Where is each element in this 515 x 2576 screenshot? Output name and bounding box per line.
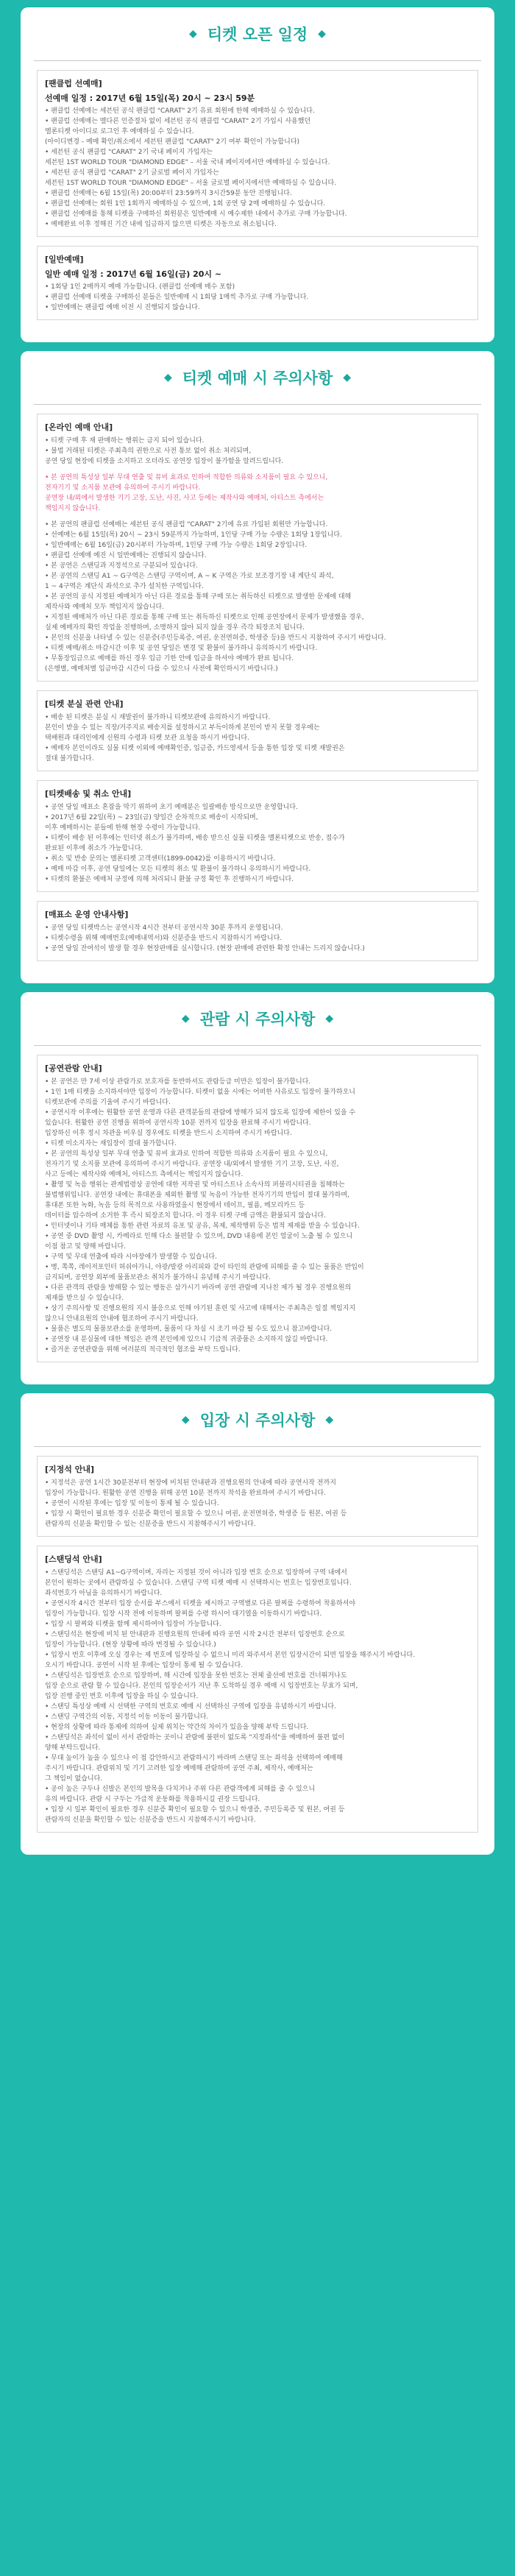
notice-line: • 병, 쪽쪽, 레이저포인터 허쉬아가니, 야광/발광 아리피와 같이 타인의 관람에 피해를 줄 수 있는 물품은 반입이 bbox=[45, 1264, 364, 1271]
notice-line: 금지되며, 공연장 외부에 물품보관소 취치가 불가하니 유념해 주시기 바랍니다. bbox=[45, 1274, 271, 1281]
notice-line: 세븐틴 1ST WORLD TOUR "DIAMOND EDGE" – 서울 국내 페이지에서만 예매하실 수 있습니다. bbox=[45, 159, 330, 166]
notice-box bbox=[37, 414, 478, 682]
section-title bbox=[37, 1393, 478, 1446]
notice-line: 1 ~ 4구역은 계단식 좌석으로 추가 설치한 구역입니다. bbox=[45, 583, 204, 590]
notice-line: 티켓보관에 주의를 기울여 주시기 바랍니다. bbox=[45, 1099, 171, 1106]
notice-line: 입장 순으로 관람 할 수 있습니다. 본인의 입장순서가 지난 후 도착하실 경우 예매 시 입장번호는 무효가 되며, bbox=[45, 1682, 358, 1690]
notice-line: • 팬클럽 선예매 티켓을 구매하신 분들은 일반예매 시 1회당 1매씩 추가로 구매 가능합니다. bbox=[45, 294, 309, 301]
notice-line: 절대 불가합니다. bbox=[45, 755, 94, 762]
notice-line: 완료된 이후에 취소가 가능합니다. bbox=[45, 845, 143, 852]
section-title bbox=[37, 351, 478, 404]
notice-line: • 예매 마감 이후, 공연 당일에는 모든 티켓의 취소 및 환불이 불가하니 유의하시기 바랍니다. bbox=[45, 866, 311, 873]
notice-line: 택배원과 대리인에게 신원의 수령과 티켓 보관 요청을 하시기 바랍니다. bbox=[45, 735, 249, 742]
section-title-text: 관람 시 주의사항 bbox=[199, 1011, 316, 1028]
section-title-text: 입장 시 주의사항 bbox=[199, 1412, 316, 1429]
notice-line: • 팬클럽 선예매는 멜다른 인증절차 없이 세븐틴 공식 팬클럽 "CARAT" 2기 가입시 사용했던 bbox=[45, 118, 311, 125]
notice-line: 본인이 원하는 곳에서 관람하실 수 있습니다. 스탠딩 구역 티켓 예매 시 선택하시는 번호는 입장번호입니다. bbox=[45, 1579, 352, 1587]
diamond-icon: ◆ bbox=[181, 1013, 190, 1025]
notice-line: • 티켓 예매/취소 마감시간 이후 및 공연 당일은 변경 및 환불이 불가하니 유의하시기 바랍니다. bbox=[45, 645, 318, 652]
notice-line: • 팬클럽 선예매 예진 시 일반예매는 진행되지 않습니다. bbox=[45, 552, 207, 559]
notice-line: • 입장시 번호 이후에 오실 경우는 제 번호에 입장하실 수 없으니 미리 와주셔서 본인 입장시간이 되면 입장을 해주시기 바랍니다. bbox=[45, 1652, 416, 1659]
notice-line: 공연 당일 현장에 티켓을 소지하고 오더라도 공연장 입장이 불가함을 알려드립니다. bbox=[45, 458, 284, 465]
notice-line: • 구역 및 무대 연출에 따라 시야장애가 발생할 수 있습니다. bbox=[45, 1253, 217, 1261]
notice-line: 관람자의 신분을 확인할 수 있는 신분증을 반드시 지참해주시기 바랍니다. bbox=[45, 1816, 256, 1824]
notice-line: (은행별, 예매처별 입금마감 시간이 다를 수 있으니 사전에 확인하시기 바랍니다.) bbox=[45, 665, 278, 673]
notice-line: • 1회당 1인 2매까지 예매 가능합니다. (팬클럽 선예매 매수 포함) bbox=[45, 283, 235, 291]
notice-line: • 촬영 및 녹음 행위는 관계법령상 공연에 대한 저작권 및 아티스트나 소속사의 퍼블리시티권을 침해하는 bbox=[45, 1181, 345, 1189]
notice-line: • 스탠딩 특성상 예매 시 선택한 구역의 번호로 예매 시 선택하신 구역에 입장을 유념하시기 바랍니다. bbox=[45, 1703, 336, 1710]
diamond-icon: ◆ bbox=[325, 1013, 334, 1025]
notice-line: • 본인의 신분을 나타낼 수 있는 신분증(주민등록증, 여권, 운전면허증, 학생증 등)을 반드시 지참하여 주시기 바랍니다. bbox=[45, 634, 386, 642]
notice-section bbox=[21, 992, 494, 1384]
notice-line: 이후 예매하시는 분들에 한해 현장 수령이 가능합니다. bbox=[45, 824, 201, 832]
notice-line: • 1인 1매 티켓을 소지하셔야만 입장이 가능합니다. 티켓이 없을 시에는 어떠한 사유로도 입장이 불가하오니 bbox=[45, 1089, 355, 1096]
notice-line: 전자기기 및 소지품 보관에 유의하여 주시기 바랍니다. 공연장 내/외에서 발생한 기기 고장, 도난, 사진, bbox=[45, 1161, 339, 1168]
box-title: [지정석 안내] bbox=[45, 1465, 95, 1474]
notice-line: 데이터를 압수하여 소거한 후 즉시 퇴장조치 합니다. 이 경우 티켓 구매 금액은 환불되지 않습니다. bbox=[45, 1212, 326, 1220]
notice-line: • 팬클럽 선예매를 통해 티켓을 구매하신 회원분은 일반예매 시 예수제한 내에서 추가로 구매 가능합니다. bbox=[45, 210, 347, 218]
notice-line: • 공연시작 4시간 전부터 입장 순서를 부스에서 티켓을 제시하고 구역별로 다른 팔찌를 수령하여 착용하셔야 bbox=[45, 1600, 356, 1607]
notice-line: 그 책임이 없습니다. bbox=[45, 1775, 103, 1783]
box-title: [팬클럽 선예매] bbox=[45, 79, 102, 88]
diamond-icon: ◆ bbox=[343, 372, 352, 383]
divider bbox=[34, 404, 481, 405]
section-title bbox=[37, 992, 478, 1045]
highlighted-notice-line: 전자기기 및 소지품 보관에 유의하여 주시기 바랍니다. bbox=[45, 484, 201, 492]
notice-line: 실제 예매자의 확인 작업을 진행하며, 소명하지 않아 되지 않을 경우 즉각 퇴장조치 됩니다. bbox=[45, 624, 305, 631]
notice-line: 오시기 바랍니다. 공연이 시작 된 후에는 입장이 통제 될 수 있습니다. bbox=[45, 1662, 244, 1669]
notice-line: • 공이 높은 구두나 신발은 본인의 발목을 다치거나 주위 다른 관람객에게 피해를 줄 수 있으니 bbox=[45, 1786, 316, 1793]
notice-line: 이점 참고 및 양해 바랍니다. bbox=[45, 1243, 126, 1250]
notice-line: • 본 공연의 공식 지정된 예매처가 아닌 다른 경로를 통해 구매 또는 취득하신 티켓으로 발생한 문제에 대해 bbox=[45, 593, 352, 601]
notice-line: 있습니다. 원활한 공연 진행을 위하여 공연시작 10분 전까지 입장을 완료해 주시기 바랍니다. bbox=[45, 1119, 311, 1127]
notice-line: • 본 공연의 특성상 일부 무대 연출 및 뮤비 효과로 인하여 적합한 의류와 소지품이 필요 수 있으니, bbox=[45, 1150, 328, 1158]
notice-line: • 취소 및 반송 문의는 멜론티켓 고객센터(1899-0042)를 이용하시기 바랍니다. bbox=[45, 855, 276, 863]
notice-line: 좌석번호가 아님을 유의하시기 바랍니다. bbox=[45, 1590, 163, 1597]
notice-box bbox=[37, 70, 478, 237]
notice-box bbox=[37, 1456, 478, 1537]
diamond-icon: ◆ bbox=[318, 28, 326, 40]
notice-line: • 세븐틴 공식 팬클럽 "CARAT" 2기 국내 페이지 가입자는 bbox=[45, 149, 213, 156]
notice-line: • 다른 관객의 관람을 방해할 수 있는 행동은 삼가시기 바라며 공연 관람에 지나친 제가 될 경우 진행요원의 bbox=[45, 1284, 352, 1292]
notice-box bbox=[37, 246, 478, 320]
notice-line: 제작사와 예매처 모두 책임지지 않습니다. bbox=[45, 604, 165, 611]
notice-line: • 무통장입금으로 예매를 하신 경우 입금 기한 안에 입금을 하셔야 예매가 완료 됩니다. bbox=[45, 655, 294, 662]
section-title bbox=[37, 7, 478, 60]
schedule-heading: 일반 예매 일정 : 2017년 6월 16일(금) 20시 ~ bbox=[45, 269, 222, 279]
diamond-icon: ◆ bbox=[189, 28, 197, 40]
notice-line: 본인이 받을 수 있는 직장/거주지로 배송지를 설정하시고 부득이하게 본인이 받지 못할 경우에는 bbox=[45, 724, 320, 732]
notice-line: • 스탠딩 구역간의 이동, 지정석 이동 이동이 불가합니다. bbox=[45, 1713, 209, 1721]
notice-line: • 공연 당일 잔여석이 발생 할 경우 현장판매를 실시합니다. (현장 판매에 관련한 확정 안내는 드리지 않습니다.) bbox=[45, 945, 365, 952]
notice-line: • 공연시작 이후에는 원활한 공연 운영과 다른 관객분들의 관람에 방해가 되지 않도록 입장에 제한이 있을 수 bbox=[45, 1109, 356, 1117]
notice-line: • 본 공연의 스탠딩 A1 ~ G구역은 스탠딩 구역이며, A ~ K 구역은 가로 보조경기장 내 계단식 좌석, bbox=[45, 573, 334, 580]
notice-line: • 즐거운 공연관람을 위해 여러분의 적극적인 협조를 부탁 드립니다. bbox=[45, 1346, 241, 1354]
box-title: [티켓 분실 관련 안내] bbox=[45, 699, 124, 709]
notice-line: 입장이 가능합니다. (현장 상황에 따라 변경될 수 있습니다.) bbox=[45, 1641, 216, 1649]
notice-line: • 스탠딩석은 좌석이 없이 서서 관람하는 곳이니 관람에 불편이 없도록 "지정좌석"을 예매하여 불편 없이 bbox=[45, 1734, 345, 1741]
notice-line: • 스탠딩석은 입장번호 순으로 입장하며, 해 시간에 입장을 못한 번호는 전체 줄선에 번호를 건너뛰거나도 bbox=[45, 1672, 347, 1680]
notice-line: • 입장 시 확인이 필요한 경우 신분증 확인이 필요할 수 있으니 여권, 운전면허증, 학생증 등 원본, 여권 등 bbox=[45, 1510, 347, 1518]
notice-line: • 불법 거래된 티켓은 주최측의 권한으로 사전 통보 없이 취소 처리되며, bbox=[45, 447, 252, 455]
divider bbox=[34, 60, 481, 61]
notice-line: • 일반예매는 6월 16일(금) 20시부터 가능하며, 1인당 구매 가능 수량은 1회당 2장입니다. bbox=[45, 542, 308, 549]
box-title: [티켓배송 및 취소 안내] bbox=[45, 789, 132, 799]
notice-line: • 팬클럽 선예매는 6월 15일(목) 20:00부터 23:59까지 3시간59분 동안 진행됩니다. bbox=[45, 190, 292, 197]
notice-line: 휴대폰 또한 녹화, 녹음 등의 목적으로 사용하였을시 현장에서 테이프, 필름, 메모리카드 등 bbox=[45, 1202, 305, 1209]
notice-line: • 티켓수령을 위해 예매번호(예매내역서)와 신분증을 반드시 지참하시기 바랍니다. bbox=[45, 935, 283, 942]
notice-line: • 일반예매는 팬클럽 예매 이전 시 진행되지 않습니다. bbox=[45, 304, 200, 311]
notice-line: 관람자의 신분을 확인할 수 있는 신분증을 반드시 지참해주시기 바랍니다. bbox=[45, 1521, 256, 1528]
notice-line: 멜론티켓 아이디로 로그인 후 예매하실 수 있습니다. bbox=[45, 128, 194, 135]
box-title: [스탠딩석 안내] bbox=[45, 1554, 102, 1564]
notice-line: • 무대 높이가 높을 수 있으나 이 점 감안하시고 관람하시기 바라며 스탠딩 또는 좌석을 선택하여 예매해 bbox=[45, 1755, 343, 1762]
notice-line: • 현장의 상황에 따라 통제에 의하여 실제 위치는 약간의 차이가 있음을 양해 부탁 드립니다. bbox=[45, 1724, 309, 1731]
notice-line: • 인터넷이나 기타 매체를 통한 관련 자료의 유포 및 공유, 복제, 제작행위 등은 법적 제재를 받을 수 있습니다. bbox=[45, 1222, 360, 1230]
notice-line: • 팬클럽 선예매는 회원 1인 1회까지 예매하실 수 있으며, 1회 공연 당 2매 예매하실 수 있습니다. bbox=[45, 200, 326, 208]
notice-line: 입장 진행 중인 번호 이후에 입장을 하실 수 있습니다. bbox=[45, 1693, 199, 1700]
section-title-text: 티켓 예매 시 주의사항 bbox=[182, 369, 333, 387]
notice-line: • 티켓의 환불은 예매처 규정에 의해 처리되니 환불 규정 확인 후 진행하시기 바랍니다. bbox=[45, 876, 294, 883]
box-title: [일반예매] bbox=[45, 255, 84, 264]
notice-line: 입장이 가능합니다. 입장 시작 전에 이동하며 팔찌를 수령 하시어 대기열을 이동하시기 바랍니다. bbox=[45, 1610, 322, 1618]
notice-line: 입장하신 이후 정시 차관을 비우실 경우에도 티켓을 반드시 소지하여 주시기 바랍니다. bbox=[45, 1130, 292, 1137]
notice-line: 제재를 받으실 수 있습니다. bbox=[45, 1295, 124, 1302]
notice-section bbox=[21, 351, 494, 983]
notice-line: (아이디변경 - 예매 확인/취소에서 세븐틴 팬클럽 "CARAT" 2기 여부 확인이 가능합니다) bbox=[45, 138, 300, 146]
highlighted-notice-line: 공연장 내/외에서 발생한 기기 고장, 도난, 사진, 사고 등에는 제작사와 예매처, 아티스트 측에서는 bbox=[45, 495, 324, 502]
divider bbox=[34, 1446, 481, 1447]
notice-line: • 선예매는 6월 15일(목) 20시 ~ 23시 59분까지 가능하며, 1인당 구매 가능 수량은 1회당 1장입니다. bbox=[45, 531, 342, 539]
notice-line: 세븐틴 1ST WORLD TOUR "DIAMOND EDGE" – 서울 글로벌 페이지에서만 예매하실 수 있습니다. bbox=[45, 180, 337, 187]
notice-line: • 티켓 구매 후 재 판매하는 행위는 금지 되어 있습니다. bbox=[45, 437, 205, 445]
notice-line: • 공연 중 DVD 촬영 시, 카메라로 인해 다소 불편할 수 있으며, DVD 내용에 본인 얼굴이 노출 될 수 있으니 bbox=[45, 1233, 353, 1240]
divider bbox=[34, 1045, 481, 1046]
section-title-text: 티켓 오픈 일정 bbox=[207, 26, 308, 43]
notice-line: 양해 부탁드립니다. bbox=[45, 1744, 101, 1752]
notice-line: 않으니 안내요원의 안내에 협조하여 주시기 바랍니다. bbox=[45, 1315, 199, 1323]
notice-line: 주시기 바랍니다. 관람위치 및 기기 고려한 입장 예매해 관람하며 공연 주최, 제작사, 예매처는 bbox=[45, 1765, 313, 1772]
notice-line: • 공연장 내 분실물에 대한 책임은 관객 본인에게 있으니 기급적 귀중품은 소지하지 않길 바랍니다. bbox=[45, 1336, 328, 1343]
notice-line: • 물품은 별도의 물품보관소를 운영하며, 물품이 다 차실 시 조기 마감 될 수도 있으니 참고바랍니다. bbox=[45, 1326, 333, 1333]
box-title: [매표소 운영 안내사항] bbox=[45, 910, 129, 919]
notice-line: • 티켓 미소지자는 재입장이 절대 불가합니다. bbox=[45, 1140, 177, 1147]
notice-line: • 팬클럽 선예매는 세븐틴 공식 팬클럽 "CARAT" 2기 유료 회원에 한해 예매하실 수 있습니다. bbox=[45, 107, 315, 115]
box-title: [공연관람 안내] bbox=[45, 1064, 102, 1073]
notice-line: • 입장 시 일부 확인이 필요한 경우 신분증 확인이 필요할 수 있으니 학생증, 주민등록증 및 원본, 여권 등 bbox=[45, 1806, 345, 1814]
notice-line: • 공연 당일 티켓박스는 공연시작 4시간 전부터 공연시작 30분 후까지 운영됩니다. bbox=[45, 924, 283, 932]
schedule-heading: 선예매 일정 : 2017년 6월 15일(목) 20시 ~ 23시 59분 bbox=[45, 93, 255, 103]
diamond-icon: ◆ bbox=[181, 1414, 190, 1426]
notice-box bbox=[37, 690, 478, 771]
notice-line: • 배송 된 티켓은 분실 시 재발권이 불가하니 티켓보관에 유의하시기 바랍니다. bbox=[45, 714, 271, 721]
notice-line: • 본 공연의 팬클럽 선예매는 세븐틴 공식 팬클럽 "CARAT" 2기에 유료 가입된 회원만 가능합니다. bbox=[45, 521, 328, 528]
notice-line: • 상기 주의사항 및 진행요원의 지시 불응으로 인해 야기된 훈련 및 사고에 대해서는 주최측은 일절 책임지지 bbox=[45, 1305, 356, 1312]
spacer bbox=[45, 467, 470, 473]
notice-line: • 스탠딩석은 현장에 비치 된 안내판과 진행요원의 안내에 따라 공연 시작 2시간 전부터 입장번호 순으로 bbox=[45, 1631, 345, 1638]
notice-line: • 2017년 6월 22일(목) ~ 23일(금) 양일간 순차적으로 배송이 시작되며, bbox=[45, 814, 258, 821]
notice-line: 사고 등에는 제작사와 예매처, 아티스트 측에서는 책임지지 않습니다. bbox=[45, 1171, 244, 1178]
notice-line: • 공연이 시작된 후에는 입장 및 이동이 통제 될 수 있습니다. bbox=[45, 1500, 219, 1507]
notice-line: • 본 공연은 만 7세 이상 관람가로 보호자를 동반하셔도 관람등급 미만은 입장이 불가합니다. bbox=[45, 1078, 311, 1086]
notice-line: • 세븐틴 공식 팬클럽 "CARAT" 2기 글로벌 페이지 가입자는 bbox=[45, 169, 219, 177]
notice-line: • 입장 시 팔찌와 티켓을 함께 제시하여야 입장이 가능합니다. bbox=[45, 1621, 221, 1628]
notice-line: 입장이 가능합니다. 원활한 공연 진행을 위해 공연 10분 전까지 착석을 완료하여 주시기 바랍니다. bbox=[45, 1490, 326, 1497]
notice-section bbox=[21, 1393, 494, 1855]
highlighted-notice-line: 책임지지 않습니다. bbox=[45, 505, 101, 512]
notice-line: 불법행위입니다. 공연장 내에는 휴대폰을 제외한 촬영 및 녹음이 가능한 전자기기의 반입이 절대 불가하며, bbox=[45, 1192, 349, 1199]
notice-line: • 공연 당일 매표소 혼잡을 막기 위하여 초기 예매분은 일괄배송 방식으로만 운영합니다. bbox=[45, 804, 298, 811]
notice-box bbox=[37, 1546, 478, 1833]
notice-line: • 티켓이 배송 된 이후에는 인터넷 취소가 불가하며, 배송 받으신 실물 티켓을 멜론티켓으로 반송, 접수가 bbox=[45, 835, 345, 842]
notice-line: • 본 공연은 스탠딩과 지정석으로 구분되어 있습니다. bbox=[45, 562, 198, 570]
diamond-icon: ◆ bbox=[163, 372, 172, 383]
notice-line: • 지정석은 공연 1시간 30분전부터 현장에 비치된 안내판과 진행요원의 안내에 따라 공연시작 전까지 bbox=[45, 1479, 336, 1487]
notice-box bbox=[37, 1055, 478, 1362]
spacer bbox=[45, 514, 470, 520]
notice-line: • 지정된 예매처가 아닌 다른 경로를 통해 구매 또는 취득하신 티켓으로 인해 공연장에서 문제가 발생했을 경우, bbox=[45, 614, 364, 621]
notice-line: • 스탠딩석은 스탠딩 A1~G구역이며, 자리는 지정된 것이 아니라 입장 번호 순으로 입장하여 구역 내에서 bbox=[45, 1569, 347, 1577]
notice-section bbox=[21, 7, 494, 342]
notice-line: 유의 바랍니다. 관람 시 구두는 가급적 운동화를 착용하시길 권장 드립니다. bbox=[45, 1796, 260, 1803]
notice-box bbox=[37, 780, 478, 892]
notice-line: • 예매자 본인이라도 실물 티켓 이외에 예매확인증, 입금증, 카드영세서 등을 통한 입장 및 티켓 재발권은 bbox=[45, 745, 345, 752]
box-title: [온라인 예매 안내] bbox=[45, 422, 113, 432]
notice-line: • 예매완료 이후 정해진 기간 내에 입금하지 않으면 티켓은 자동으로 취소됩니다. bbox=[45, 221, 277, 228]
diamond-icon: ◆ bbox=[325, 1414, 334, 1426]
notice-box bbox=[37, 901, 478, 961]
highlighted-notice-line: • 본 공연의 특성상 일부 무대 연출 및 뮤비 효과로 인하여 적합한 의류와 소지품이 필요 수 있으니, bbox=[45, 474, 328, 481]
